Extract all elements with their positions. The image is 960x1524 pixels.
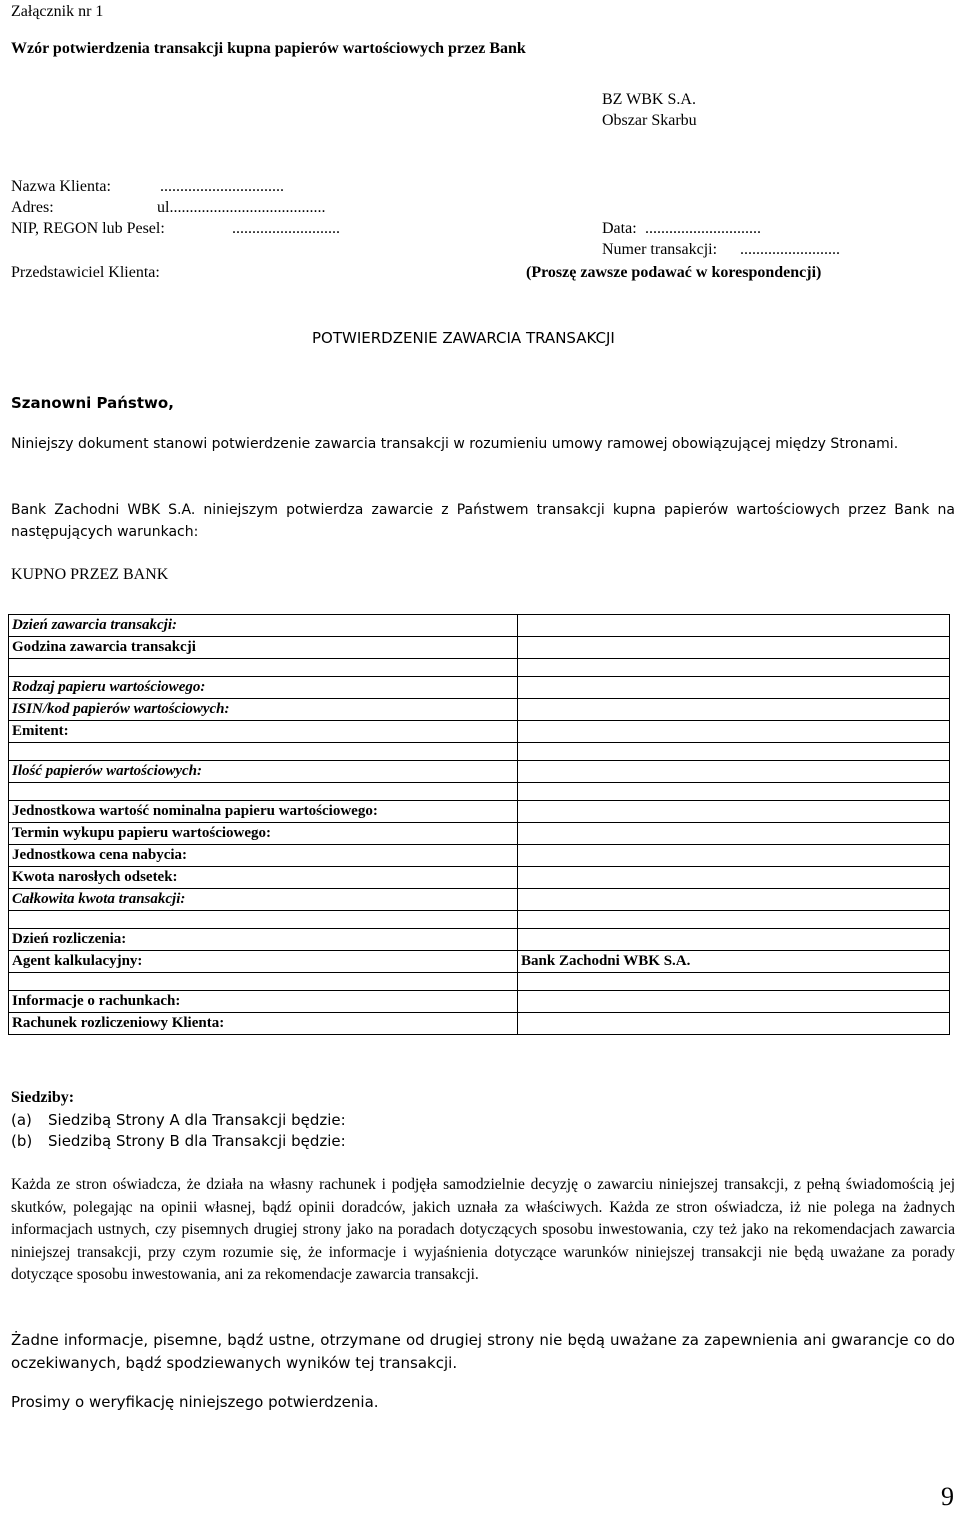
transaction-table [8,614,950,1035]
table-row [9,929,950,951]
quantity-value [518,761,950,783]
table-row [9,951,950,973]
accounts-info-label: Informacje o rachunkach: [9,991,518,1013]
client-nip-value: ........................... [232,220,340,237]
table-row [9,801,950,823]
calculation-agent-label: Agent kalkulacyjny: [9,951,518,973]
accrued-interest-label: Kwota narosłych odsetek: [9,867,518,889]
document-title: Wzór potwierdzenia transakcji kupna papierów wartościowych przez Bank [11,40,526,57]
client-name-label: Nazwa Klienta: [11,178,111,195]
table-row [9,721,950,743]
total-amount-value [518,889,950,911]
terms-paragraph: Bank Zachodni WBK S.A. niniejszym potwierdza zawarcie z Państwem transakcji kupna papierów wartościowych przez Bank na następujących warunkach: [11,502,955,540]
declaration-paragraph: Każda ze stron oświadcza, że działa na własny rachunek i podjęła samodzielnie decyzję o zawarciu niniejszej transakcji, z pełną świadomością jej skutków, polegając na opinii własnej, bądź opinii doradców, jakich uznała za właściwych. Każda ze stron oświadcza, iż nie polega na żadnych informacjach ustnych, czy pisemnych drugiej strony jako na poradach dotyczących sposobu inwestowania, czy też jako na rekomendacjach zawarcia niniejszej transakcji, przy czym rozumie się, że informacje i wyjaśnienia dotyczące warunków niniejszej transakcji nie będą uważane za porady dotyczące sposobu inwestowania, ani za rekomendacje zawarcia transakcji. [11,1176,955,1283]
table-row [9,1013,950,1035]
seat-b-marker: (b) [11,1132,33,1150]
sender-name: BZ WBK S.A. [602,91,696,108]
maturity-value [518,823,950,845]
no-warranty-paragraph: Żadne informacje, pisemne, bądź ustne, otrzymane od drugiej strony nie będą uważane za zapewnienia ani gwarancje co do oczekiwanych, bądź spodziewanych wyników tej transakcji. [11,1331,955,1372]
confirmation-heading: POTWIERDZENIE ZAWARCIA TRANSAKCJI [312,329,615,347]
table-row [9,743,950,761]
trade-day-value [518,615,950,637]
nominal-value-label: Jednostkowa wartość nominalna papieru wartościowego: [9,801,518,823]
table-row [9,699,950,721]
client-representative-label: Przedstawiciel Klienta: [11,264,160,281]
quantity-label: Ilość papierów wartościowych: [9,761,518,783]
table-row [9,659,950,677]
table-row [9,783,950,801]
accrued-interest-value [518,867,950,889]
table-row [9,889,950,911]
settlement-day-label: Dzień rozliczenia: [9,929,518,951]
client-account-value [518,1013,950,1035]
isin-value [518,699,950,721]
trade-hour-value [518,637,950,659]
table-row [9,991,950,1013]
seat-b-text: Siedzibą Strony B dla Transakcji będzie: [48,1132,346,1150]
accounts-info-value [518,991,950,1013]
cell-label [9,615,518,637]
client-name-value: ............................... [160,178,284,195]
intro-paragraph: Niniejszy dokument stanowi potwierdzenie zawarcia transakcji w rozumieniu umowy ramowej obowiązującej między Stronami. [11,436,899,452]
table-row [9,677,950,699]
trade-day-label: Dzień zawarcia transakcji: [12,617,178,633]
table-row [9,845,950,867]
table-row [9,973,950,991]
correspondence-note: (Proszę zawsze podawać w korespondencji) [526,264,822,281]
table-row [9,637,950,659]
client-address-label: Adres: [11,199,54,216]
transaction-number-label: Numer transakcji: [602,241,718,258]
seat-a-text: Siedzibą Strony A dla Transakcji będzie: [48,1111,346,1129]
date-label: Data: [602,220,637,237]
maturity-label: Termin wykupu papieru wartościowego: [9,823,518,845]
nominal-value-value [518,801,950,823]
table-row [9,615,950,637]
transaction-number-value: ......................... [740,241,840,258]
sender-department: Obszar Skarbu [602,112,697,129]
calculation-agent-value: Bank Zachodni WBK S.A. [518,951,950,973]
seats-label: Siedziby: [11,1089,75,1106]
unit-price-value [518,845,950,867]
issuer-label: Emitent: [9,721,518,743]
table-row [9,867,950,889]
client-account-label: Rachunek rozliczeniowy Klienta: [9,1013,518,1035]
section-heading: KUPNO PRZEZ BANK [11,566,169,583]
unit-price-label: Jednostkowa cena nabycia: [9,845,518,867]
trade-hour-label: Godzina zawarcia transakcji [9,637,518,659]
security-type-value [518,677,950,699]
page-number: 9 [941,1482,954,1511]
seat-a-marker: (a) [11,1111,32,1129]
issuer-value [518,721,950,743]
table-row [9,823,950,845]
verification-request: Prosimy o weryfikację niniejszego potwierdzenia. [11,1393,379,1411]
client-nip-label: NIP, REGON lub Pesel: [11,220,165,237]
total-amount-label: Całkowita kwota transakcji: [9,889,518,911]
table-row [9,761,950,783]
settlement-day-value [518,929,950,951]
salutation: Szanowni Państwo, [11,394,174,412]
date-value: ............................. [645,220,761,237]
security-type-label: Rodzaj papieru wartościowego: [9,677,518,699]
isin-label: ISIN/kod papierów wartościowych: [9,699,518,721]
table-row [9,911,950,929]
annex-label: Załącznik nr 1 [11,3,104,20]
client-address-value: ul....................................... [157,199,326,216]
